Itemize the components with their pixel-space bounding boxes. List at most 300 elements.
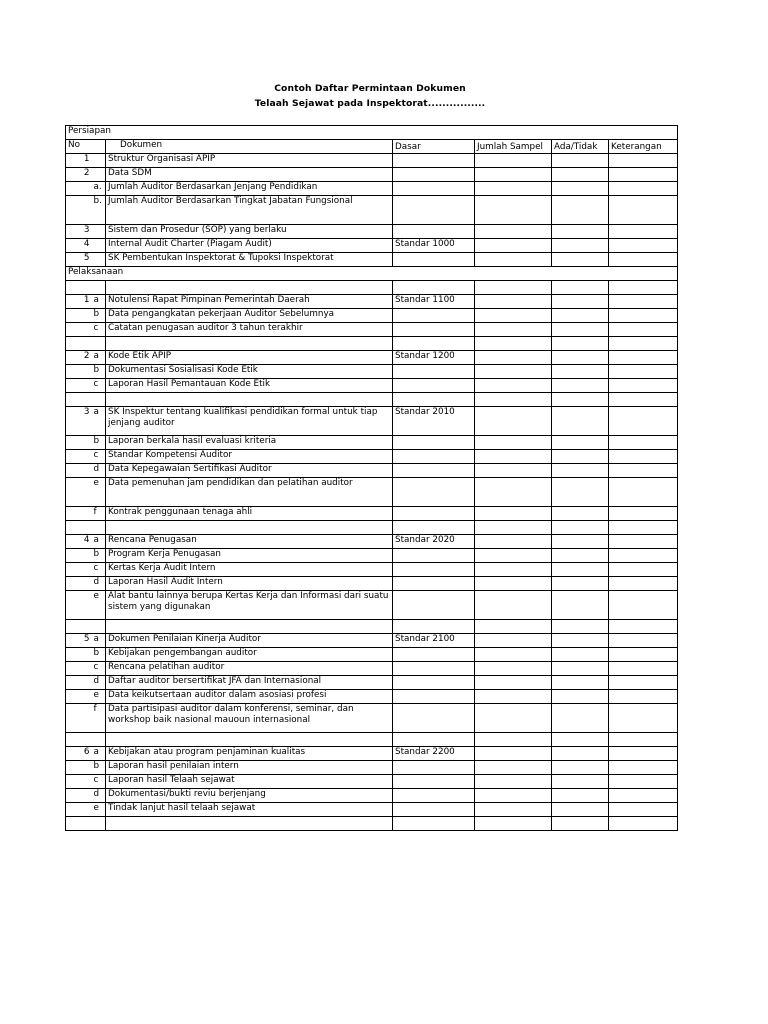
dasar-cell xyxy=(393,478,475,507)
ada-tidak-cell[interactable] xyxy=(552,182,609,196)
ada-tidak-cell[interactable] xyxy=(552,634,609,648)
dasar-cell xyxy=(393,309,475,323)
dasar-cell: Standar 2100 xyxy=(393,634,475,648)
row-sub-letter xyxy=(93,168,106,182)
document-name: Rencana pelatihan auditor xyxy=(106,662,393,676)
ada-tidak-cell[interactable] xyxy=(552,549,609,563)
empty-cell xyxy=(93,281,106,295)
keterangan-cell[interactable] xyxy=(609,478,678,507)
keterangan-cell[interactable] xyxy=(609,789,678,803)
empty-cell xyxy=(609,281,678,295)
empty-cell xyxy=(475,733,552,747)
ada-tidak-cell[interactable] xyxy=(552,690,609,704)
keterangan-cell[interactable] xyxy=(609,225,678,239)
section-label: Persiapan xyxy=(66,126,678,140)
document-name: Laporan Hasil Pemantauan Kode Etik xyxy=(106,379,393,393)
ada-tidak-cell[interactable] xyxy=(552,577,609,591)
section-label: Pelaksanaan xyxy=(66,267,678,281)
table-row xyxy=(66,323,678,337)
dasar-cell xyxy=(393,450,475,464)
ada-tidak-cell[interactable] xyxy=(552,239,609,253)
table-row xyxy=(66,182,678,196)
empty-cell xyxy=(106,337,393,351)
dasar-cell xyxy=(393,365,475,379)
jumlah-sampel-cell[interactable] xyxy=(475,591,552,620)
document-name: Kontrak penggunaan tenaga ahli xyxy=(106,507,393,521)
dasar-cell xyxy=(393,436,475,450)
row-sub-letter: f xyxy=(93,507,106,521)
row-number: 3 xyxy=(66,225,93,239)
row-sub-letter: d xyxy=(93,464,106,478)
empty-cell xyxy=(106,521,393,535)
jumlah-sampel-cell[interactable] xyxy=(475,634,552,648)
dasar-cell xyxy=(393,253,475,267)
row-number: 4 xyxy=(66,239,93,253)
keterangan-cell[interactable] xyxy=(609,450,678,464)
ada-tidak-cell[interactable] xyxy=(552,803,609,817)
row-number xyxy=(66,464,93,478)
table-row xyxy=(66,690,678,704)
empty-cell xyxy=(609,521,678,535)
jumlah-sampel-cell[interactable] xyxy=(475,648,552,662)
dasar-cell xyxy=(393,168,475,182)
document-name: Notulensi Rapat Pimpinan Pemerintah Daerah xyxy=(106,295,393,309)
jumlah-sampel-cell[interactable] xyxy=(475,478,552,507)
ada-tidak-cell[interactable] xyxy=(552,507,609,521)
dasar-cell xyxy=(393,789,475,803)
row-sub-letter xyxy=(93,225,106,239)
ada-tidak-cell[interactable] xyxy=(552,323,609,337)
row-sub-letter: b xyxy=(93,761,106,775)
document-name: Internal Audit Charter (Piagam Audit) xyxy=(106,239,393,253)
keterangan-cell[interactable] xyxy=(609,323,678,337)
ada-tidak-cell[interactable] xyxy=(552,450,609,464)
table-row xyxy=(66,775,678,789)
dasar-cell xyxy=(393,704,475,733)
empty-cell xyxy=(66,733,93,747)
row-number xyxy=(66,323,93,337)
jumlah-sampel-cell[interactable] xyxy=(475,450,552,464)
row-number xyxy=(66,775,93,789)
document-name: Data keikutsertaan auditor dalam asosiasi profesi xyxy=(106,690,393,704)
table-row xyxy=(66,803,678,817)
table-row xyxy=(66,478,678,507)
keterangan-cell[interactable] xyxy=(609,577,678,591)
document-name: Daftar auditor bersertifikat JFA dan Internasional xyxy=(106,676,393,690)
jumlah-sampel-cell[interactable] xyxy=(475,690,552,704)
row-sub-letter: b xyxy=(93,648,106,662)
jumlah-sampel-cell[interactable] xyxy=(475,662,552,676)
row-sub-letter: d xyxy=(93,676,106,690)
ada-tidak-cell[interactable] xyxy=(552,704,609,733)
document-name: Dokumen Penilaian Kinerja Auditor xyxy=(106,634,393,648)
empty-cell xyxy=(552,393,609,407)
ada-tidak-cell[interactable] xyxy=(552,196,609,225)
ada-tidak-cell[interactable] xyxy=(552,591,609,620)
row-sub-letter: a xyxy=(93,535,106,549)
ada-tidak-cell[interactable] xyxy=(552,309,609,323)
row-number xyxy=(66,676,93,690)
keterangan-cell[interactable] xyxy=(609,704,678,733)
empty-cell xyxy=(106,733,393,747)
table-row xyxy=(66,662,678,676)
blank-row xyxy=(66,337,678,351)
row-sub-letter: b xyxy=(93,436,106,450)
row-number xyxy=(66,379,93,393)
empty-cell xyxy=(609,337,678,351)
row-sub-letter: a. xyxy=(93,182,106,196)
row-number xyxy=(66,789,93,803)
keterangan-cell[interactable] xyxy=(609,648,678,662)
empty-cell xyxy=(93,733,106,747)
ada-tidak-cell[interactable] xyxy=(552,295,609,309)
jumlah-sampel-cell[interactable] xyxy=(475,379,552,393)
empty-cell xyxy=(93,817,106,831)
blank-row xyxy=(66,281,678,295)
jumlah-sampel-cell[interactable] xyxy=(475,507,552,521)
document-name: Data partisipasi auditor dalam konferensi, seminar, dan workshop baik nasional mauoun internasional xyxy=(106,704,393,733)
document-name: Program Kerja Penugasan xyxy=(106,549,393,563)
keterangan-cell[interactable] xyxy=(609,309,678,323)
table-row xyxy=(66,563,678,577)
row-number xyxy=(66,507,93,521)
empty-cell xyxy=(552,337,609,351)
row-number xyxy=(66,549,93,563)
keterangan-cell[interactable] xyxy=(609,549,678,563)
keterangan-cell[interactable] xyxy=(609,464,678,478)
keterangan-cell[interactable] xyxy=(609,351,678,365)
row-sub-letter: d xyxy=(93,577,106,591)
document-name: Kode Etik APIP xyxy=(106,351,393,365)
ada-tidak-cell[interactable] xyxy=(552,225,609,239)
row-number xyxy=(66,182,93,196)
dasar-cell xyxy=(393,775,475,789)
empty-cell xyxy=(106,620,393,634)
row-number: 2 xyxy=(66,351,93,365)
dasar-cell: Standar 2200 xyxy=(393,747,475,761)
table-row xyxy=(66,309,678,323)
jumlah-sampel-cell[interactable] xyxy=(475,323,552,337)
ada-tidak-cell[interactable] xyxy=(552,436,609,450)
jumlah-sampel-cell[interactable] xyxy=(475,154,552,168)
empty-cell xyxy=(609,620,678,634)
ada-tidak-cell[interactable] xyxy=(552,464,609,478)
jumlah-sampel-cell[interactable] xyxy=(475,351,552,365)
empty-cell xyxy=(609,393,678,407)
row-number: 5 xyxy=(66,634,93,648)
empty-cell xyxy=(393,337,475,351)
empty-cell xyxy=(66,337,93,351)
table-row xyxy=(66,154,678,168)
empty-cell xyxy=(66,281,93,295)
empty-cell xyxy=(475,281,552,295)
keterangan-cell[interactable] xyxy=(609,761,678,775)
keterangan-cell[interactable] xyxy=(609,507,678,521)
blank-row xyxy=(66,817,678,831)
row-sub-letter: c xyxy=(93,450,106,464)
header-keterangan: Keterangan xyxy=(609,140,678,154)
document-name: Rencana Penugasan xyxy=(106,535,393,549)
row-sub-letter: c xyxy=(93,563,106,577)
row-number: 4 xyxy=(66,535,93,549)
jumlah-sampel-cell[interactable] xyxy=(475,253,552,267)
row-sub-letter: a xyxy=(93,295,106,309)
empty-cell xyxy=(393,620,475,634)
ada-tidak-cell[interactable] xyxy=(552,761,609,775)
dasar-cell xyxy=(393,577,475,591)
ada-tidak-cell[interactable] xyxy=(552,662,609,676)
dasar-cell xyxy=(393,563,475,577)
empty-cell xyxy=(609,733,678,747)
document-name: Kertas Kerja Audit Intern xyxy=(106,563,393,577)
ada-tidak-cell[interactable] xyxy=(552,351,609,365)
jumlah-sampel-cell[interactable] xyxy=(475,365,552,379)
header-row xyxy=(66,140,678,154)
row-number xyxy=(66,648,93,662)
jumlah-sampel-cell[interactable] xyxy=(475,168,552,182)
dasar-cell xyxy=(393,507,475,521)
empty-cell xyxy=(66,393,93,407)
table-row xyxy=(66,591,678,620)
ada-tidak-cell[interactable] xyxy=(552,535,609,549)
ada-tidak-cell[interactable] xyxy=(552,676,609,690)
jumlah-sampel-cell[interactable] xyxy=(475,309,552,323)
table-row xyxy=(66,450,678,464)
keterangan-cell[interactable] xyxy=(609,182,678,196)
row-number xyxy=(66,478,93,507)
empty-cell xyxy=(93,337,106,351)
table-row xyxy=(66,464,678,478)
dasar-cell: Standar 1100 xyxy=(393,295,475,309)
blank-row xyxy=(66,620,678,634)
table-row xyxy=(66,507,678,521)
ada-tidak-cell[interactable] xyxy=(552,789,609,803)
document-name: Jumlah Auditor Berdasarkan Tingkat Jabatan Fungsional xyxy=(106,196,393,225)
keterangan-cell[interactable] xyxy=(609,379,678,393)
row-sub-letter: d xyxy=(93,789,106,803)
keterangan-cell[interactable] xyxy=(609,168,678,182)
empty-cell xyxy=(393,733,475,747)
header-dokumen: Dokumen xyxy=(106,140,393,154)
jumlah-sampel-cell[interactable] xyxy=(475,464,552,478)
empty-cell xyxy=(393,393,475,407)
empty-cell xyxy=(66,521,93,535)
jumlah-sampel-cell[interactable] xyxy=(475,549,552,563)
jumlah-sampel-cell[interactable] xyxy=(475,775,552,789)
keterangan-cell[interactable] xyxy=(609,803,678,817)
jumlah-sampel-cell[interactable] xyxy=(475,225,552,239)
ada-tidak-cell[interactable] xyxy=(552,747,609,761)
document-name: SK Pembentukan Inspektorat & Tupoksi Inspektorat xyxy=(106,253,393,267)
table-row xyxy=(66,239,678,253)
keterangan-cell[interactable] xyxy=(609,365,678,379)
dasar-cell xyxy=(393,225,475,239)
empty-cell xyxy=(552,281,609,295)
row-number xyxy=(66,761,93,775)
jumlah-sampel-cell[interactable] xyxy=(475,761,552,775)
table-row xyxy=(66,351,678,365)
row-sub-letter: b. xyxy=(93,196,106,225)
row-number xyxy=(66,704,93,733)
row-number xyxy=(66,309,93,323)
keterangan-cell[interactable] xyxy=(609,634,678,648)
ada-tidak-cell[interactable] xyxy=(552,365,609,379)
keterangan-cell[interactable] xyxy=(609,239,678,253)
document-name: Data Kepegawaian Sertifikasi Auditor xyxy=(106,464,393,478)
row-sub-letter: e xyxy=(93,591,106,620)
row-number xyxy=(66,450,93,464)
row-sub-letter xyxy=(93,239,106,253)
keterangan-cell[interactable] xyxy=(609,196,678,225)
table-row xyxy=(66,225,678,239)
keterangan-cell[interactable] xyxy=(609,563,678,577)
keterangan-cell[interactable] xyxy=(609,775,678,789)
jumlah-sampel-cell[interactable] xyxy=(475,182,552,196)
document-name: Alat bantu lainnya berupa Kertas Kerja dan Informasi dari suatu sistem yang digunakan xyxy=(106,591,393,620)
empty-cell xyxy=(552,817,609,831)
jumlah-sampel-cell[interactable] xyxy=(475,239,552,253)
row-sub-letter: c xyxy=(93,775,106,789)
jumlah-sampel-cell[interactable] xyxy=(475,563,552,577)
empty-cell xyxy=(66,620,93,634)
keterangan-cell[interactable] xyxy=(609,662,678,676)
table-row xyxy=(66,789,678,803)
table-row xyxy=(66,704,678,733)
dasar-cell xyxy=(393,154,475,168)
keterangan-cell[interactable] xyxy=(609,690,678,704)
document-request-table xyxy=(65,125,678,831)
dasar-cell xyxy=(393,591,475,620)
ada-tidak-cell[interactable] xyxy=(552,478,609,507)
ada-tidak-cell[interactable] xyxy=(552,775,609,789)
keterangan-cell[interactable] xyxy=(609,676,678,690)
document-name: Jumlah Auditor Berdasarkan Jenjang Pendidikan xyxy=(106,182,393,196)
row-sub-letter: a xyxy=(93,747,106,761)
document-name: Dokumentasi Sosialisasi Kode Etik xyxy=(106,365,393,379)
ada-tidak-cell[interactable] xyxy=(552,648,609,662)
jumlah-sampel-cell[interactable] xyxy=(475,747,552,761)
document-name: Data SDM xyxy=(106,168,393,182)
document-name: Sistem dan Prosedur (SOP) yang berlaku xyxy=(106,225,393,239)
keterangan-cell[interactable] xyxy=(609,436,678,450)
ada-tidak-cell[interactable] xyxy=(552,168,609,182)
ada-tidak-cell[interactable] xyxy=(552,253,609,267)
document-name: Dokumentasi/bukti reviu berjenjang xyxy=(106,789,393,803)
row-number: 1 xyxy=(66,154,93,168)
row-number xyxy=(66,436,93,450)
empty-cell xyxy=(106,281,393,295)
document-name: Standar Kompetensi Auditor xyxy=(106,450,393,464)
row-sub-letter: a xyxy=(93,351,106,365)
header-ada-tidak: Ada/Tidak xyxy=(552,140,609,154)
row-number xyxy=(66,803,93,817)
row-number: 2 xyxy=(66,168,93,182)
document-name: Tindak lanjut hasil telaah sejawat xyxy=(106,803,393,817)
keterangan-cell[interactable] xyxy=(609,295,678,309)
empty-cell xyxy=(93,620,106,634)
dasar-cell: Standar 2020 xyxy=(393,535,475,549)
table-row xyxy=(66,634,678,648)
keterangan-cell[interactable] xyxy=(609,747,678,761)
table-row xyxy=(66,676,678,690)
row-number xyxy=(66,591,93,620)
dasar-cell xyxy=(393,464,475,478)
empty-cell xyxy=(552,733,609,747)
jumlah-sampel-cell[interactable] xyxy=(475,803,552,817)
table-row xyxy=(66,379,678,393)
jumlah-sampel-cell[interactable] xyxy=(475,436,552,450)
empty-cell xyxy=(93,393,106,407)
document-name: Laporan hasil Telaah sejawat xyxy=(106,775,393,789)
section-row-persiapan xyxy=(66,126,678,140)
dasar-cell xyxy=(393,690,475,704)
jumlah-sampel-cell[interactable] xyxy=(475,704,552,733)
empty-cell xyxy=(552,521,609,535)
dasar-cell xyxy=(393,803,475,817)
ada-tidak-cell[interactable] xyxy=(552,407,609,436)
empty-cell xyxy=(393,817,475,831)
row-sub-letter xyxy=(93,154,106,168)
document-name: Struktur Organisasi APIP xyxy=(106,154,393,168)
table-row xyxy=(66,761,678,775)
row-sub-letter: b xyxy=(93,309,106,323)
ada-tidak-cell[interactable] xyxy=(552,154,609,168)
dasar-cell xyxy=(393,323,475,337)
table-row xyxy=(66,365,678,379)
empty-cell xyxy=(393,281,475,295)
jumlah-sampel-cell[interactable] xyxy=(475,196,552,225)
table-row xyxy=(66,295,678,309)
jumlah-sampel-cell[interactable] xyxy=(475,535,552,549)
dasar-cell xyxy=(393,196,475,225)
ada-tidak-cell[interactable] xyxy=(552,379,609,393)
table-row xyxy=(66,168,678,182)
keterangan-cell[interactable] xyxy=(609,154,678,168)
row-number: 1 xyxy=(66,295,93,309)
keterangan-cell[interactable] xyxy=(609,407,678,436)
row-number: 5 xyxy=(66,253,93,267)
dasar-cell xyxy=(393,549,475,563)
document-subtitle: Telaah Sejawat pada Inspektorat................ xyxy=(254,98,486,109)
ada-tidak-cell[interactable] xyxy=(552,563,609,577)
row-sub-letter xyxy=(93,253,106,267)
jumlah-sampel-cell[interactable] xyxy=(475,295,552,309)
row-number xyxy=(66,577,93,591)
row-number xyxy=(66,563,93,577)
jumlah-sampel-cell[interactable] xyxy=(475,789,552,803)
blank-row xyxy=(66,521,678,535)
jumlah-sampel-cell[interactable] xyxy=(475,407,552,436)
empty-cell xyxy=(475,620,552,634)
dasar-cell: Standar 2010 xyxy=(393,407,475,436)
document-name: Data pemenuhan jam pendidikan dan pelatihan auditor xyxy=(106,478,393,507)
jumlah-sampel-cell[interactable] xyxy=(475,577,552,591)
section-row-pelaksanaan xyxy=(66,267,678,281)
jumlah-sampel-cell[interactable] xyxy=(475,676,552,690)
row-sub-letter: f xyxy=(93,704,106,733)
empty-cell xyxy=(475,817,552,831)
table-row xyxy=(66,407,678,436)
row-sub-letter: a xyxy=(93,407,106,436)
row-sub-letter: c xyxy=(93,323,106,337)
keterangan-cell[interactable] xyxy=(609,591,678,620)
row-number: 3 xyxy=(66,407,93,436)
row-sub-letter: e xyxy=(93,478,106,507)
keterangan-cell[interactable] xyxy=(609,253,678,267)
document-name: Laporan Hasil Audit Intern xyxy=(106,577,393,591)
row-sub-letter: c xyxy=(93,379,106,393)
keterangan-cell[interactable] xyxy=(609,535,678,549)
